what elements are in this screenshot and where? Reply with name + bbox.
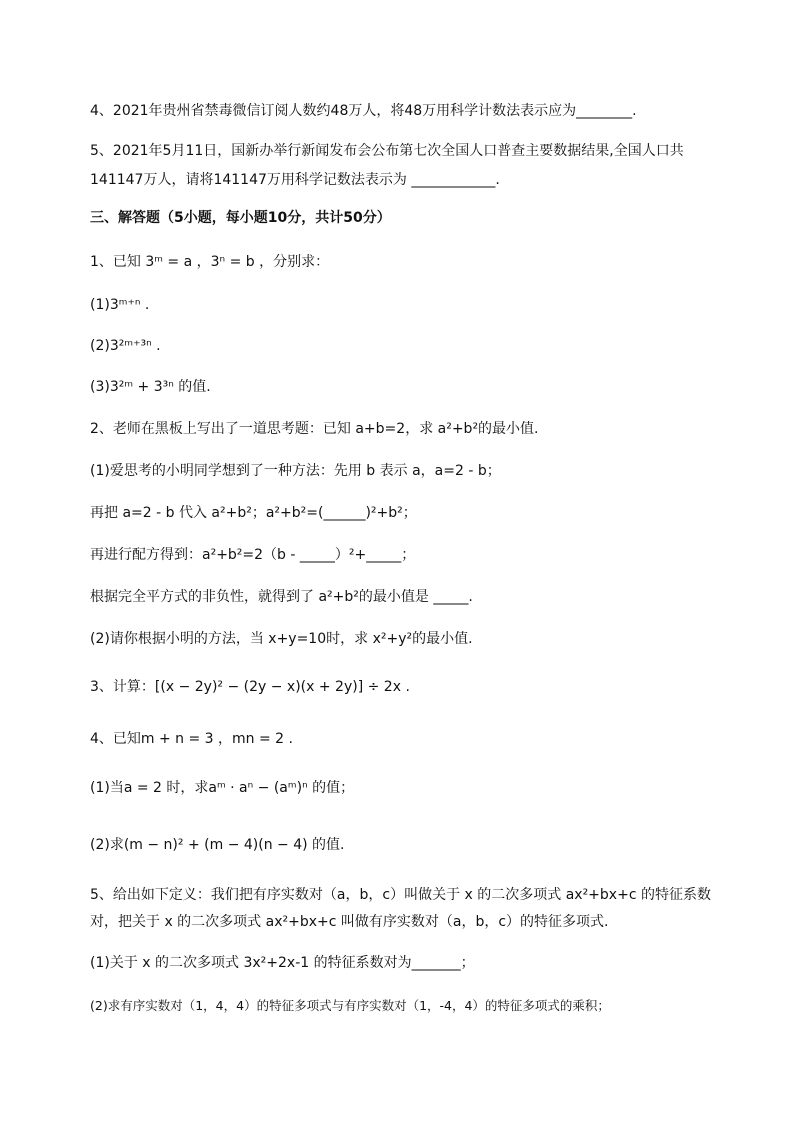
problem-4-part-2: (2)求(m − n)² + (m − 4)(n − 4) 的值. bbox=[90, 837, 345, 853]
problem-4-stem: 4、已知m + n = 3 ，mn = 2 . bbox=[90, 731, 293, 747]
problem-2-part-1: (1)爱思考的小明同学想到了一种方法：先用 b 表示 a，a=2 - b； bbox=[90, 463, 501, 479]
problem-5-part-2: (2)求有序实数对（1，4，4）的特征多项式与有序实数对（1，-4，4）的特征多项式的乘积； bbox=[90, 998, 610, 1013]
problem-2-part-2: (2)请你根据小明的方法，当 x+y=10时，求 x²+y²的最小值. bbox=[90, 631, 473, 647]
problem-1-part-1: (1)3ᵐ⁺ⁿ . bbox=[90, 297, 150, 313]
problem-3-stem: 3、计算：[(x − 2y)² − (2y − x)(x + 2y)] ÷ 2x . bbox=[90, 679, 410, 695]
problem-1-stem: 1、已知 3ᵐ = a ，3ⁿ = b ，分别求： bbox=[90, 254, 330, 270]
problem-2-step-minimum: 根据完全平方式的非负性，就得到了 a²+b²的最小值是 _____. bbox=[90, 589, 473, 605]
question-5-fill-blank-line1: 5、2021年5月11日，国新办举行新闻发布会公布第七次全国人口普查主要数据结果,全国人口共 bbox=[90, 143, 684, 159]
problem-1-part-3: (3)3²ᵐ + 3³ⁿ 的值. bbox=[90, 379, 211, 395]
problem-2-step-substitute: 再把 a=2 - b 代入 a²+b²；a²+b²=(______)²+b²； bbox=[90, 505, 417, 521]
problem-5-definition-line1: 5、给出如下定义：我们把有序实数对（a，b，c）叫做关于 x 的二次多项式 ax²+bx+c 的特征系数 bbox=[90, 887, 711, 903]
problem-2-stem: 2、老师在黑板上写出了一道思考题：已知 a+b=2，求 a²+b²的最小值. bbox=[90, 421, 539, 437]
question-4-fill-blank: 4、2021年贵州省禁毒微信订阅人数约48万人，将48万用科学计数法表示应为________. bbox=[90, 103, 637, 119]
section-3-title: 三、解答题（5小题，每小题10分，共计50分） bbox=[90, 210, 391, 226]
problem-1-part-2: (2)3²ᵐ⁺³ⁿ . bbox=[90, 338, 161, 354]
problem-2-step-complete-square: 再进行配方得到：a²+b²=2（b - _____）²+_____； bbox=[90, 547, 416, 563]
problem-5-part-1: (1)关于 x 的二次多项式 3x²+2x-1 的特征系数对为_______； bbox=[90, 955, 475, 971]
problem-5-definition-line2: 对，把关于 x 的二次多项式 ax²+bx+c 叫做有序实数对（a，b，c）的特征多项式. bbox=[90, 914, 609, 930]
problem-4-part-1: (1)当a = 2 时，求aᵐ · aⁿ − (aᵐ)ⁿ 的值； bbox=[90, 780, 355, 796]
question-5-fill-blank-line2: 141147万人，请将141147万用科学记数法表示为 ____________. bbox=[90, 172, 500, 188]
